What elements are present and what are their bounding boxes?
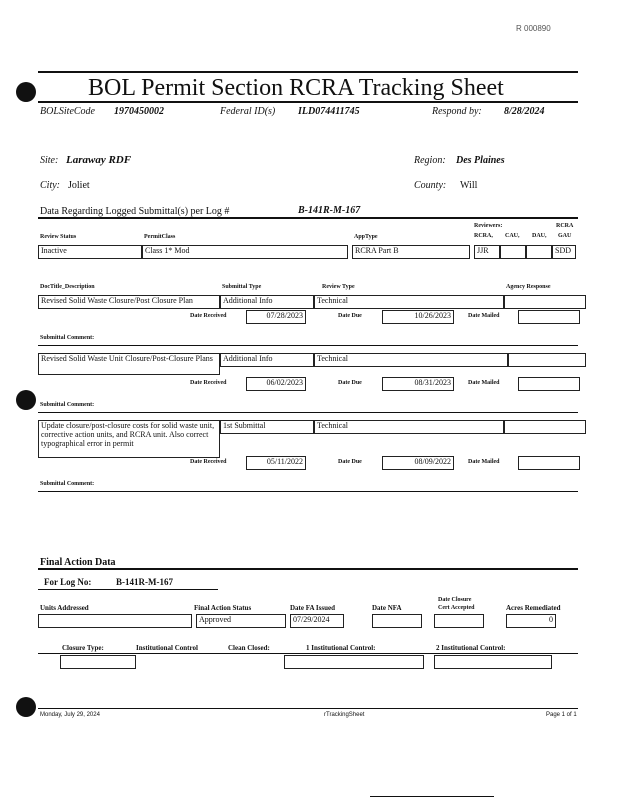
submittal-1-received: 07/28/2023 <box>246 310 306 324</box>
submittal-comment-label: Submittal Comment: <box>40 402 95 408</box>
comment-rule <box>38 345 578 346</box>
col-submittal-type: Submittal Type <box>222 284 262 290</box>
col-review-type: Review Type <box>322 284 355 290</box>
review-status-field: Inactive <box>38 245 142 259</box>
section-rule <box>38 217 578 219</box>
submittal-2-review: Technical <box>314 353 508 367</box>
institutional-control-label: Institutional Control <box>136 644 198 652</box>
page-stamp: R 000890 <box>516 24 551 33</box>
title-rule-bottom <box>38 101 578 103</box>
submittal-1-mailed <box>518 310 580 324</box>
footer-date: Monday, July 29, 2024 <box>40 712 100 718</box>
date-received-label: Date Received <box>190 313 227 319</box>
submittal-comment-label: Submittal Comment: <box>40 481 95 487</box>
cau-reviewer-field <box>500 245 526 259</box>
date-fa-field: 07/29/2024 <box>290 614 344 628</box>
submittal-1-review: Technical <box>314 295 504 309</box>
date-received-label: Date Received <box>190 459 227 465</box>
region-label: Region: <box>414 155 446 166</box>
respond-value: 8/28/2024 <box>504 106 545 117</box>
units-addressed-field <box>38 614 192 628</box>
units-addressed-label: Units Addressed <box>40 604 89 612</box>
date-due-label: Date Due <box>338 459 362 465</box>
date-due-label: Date Due <box>338 380 362 386</box>
title-rule-top <box>38 71 578 73</box>
submittal-3-agency-response <box>504 420 586 434</box>
closure-type-field <box>60 655 136 669</box>
rcra-reviewer-field: JJR <box>474 245 500 259</box>
col-dau: DAU, <box>532 233 547 239</box>
submittal-3-title: Update closure/post-closure costs for solid waste unit, corrective action units, and RCRA unit. Also correct typographical error in permit <box>38 420 220 458</box>
acres-label: Acres Remediated <box>506 604 561 612</box>
date-fa-label: Date FA Issued <box>290 604 335 612</box>
final-rule <box>38 568 578 570</box>
submittal-2-due: 08/31/2023 <box>382 377 454 391</box>
date-mailed-label: Date Mailed <box>468 459 500 465</box>
log-label: Data Regarding Logged Submittal(s) per Log # <box>40 206 230 217</box>
inst-control-2-label: 2 Institutional Control: <box>436 644 506 652</box>
submittal-3-mailed <box>518 456 580 470</box>
col-agency-response: Agency Response <box>506 284 551 290</box>
city-label: City: <box>40 180 60 191</box>
date-due-label: Date Due <box>338 313 362 319</box>
final-status-field: Approved <box>196 614 286 628</box>
log-number: B-141R-M-167 <box>298 205 361 216</box>
date-closure-field <box>434 614 484 628</box>
region-value: Des Plaines <box>456 155 505 166</box>
col-app-type: AppType <box>354 234 378 240</box>
rcra-top-label: RCRA <box>556 223 574 229</box>
dau-reviewer-field <box>526 245 552 259</box>
submittal-1-agency-response <box>504 295 586 309</box>
permit-class-field: Class 1* Mod <box>142 245 348 259</box>
closure-rule <box>38 653 578 654</box>
sitecode-value: 1970450002 <box>114 106 164 117</box>
col-cau: CAU, <box>505 233 520 239</box>
for-log-value: B-141R-M-167 <box>116 577 173 587</box>
inst-control-1-label: 1 Institutional Control: <box>306 644 376 652</box>
col-rcra: RCRA, <box>474 233 493 239</box>
submittal-1-type: Additional Info <box>220 295 314 309</box>
date-mailed-label: Date Mailed <box>468 380 500 386</box>
submittal-1-due: 10/26/2023 <box>382 310 454 324</box>
respond-label: Respond by: <box>432 106 482 117</box>
reviewers-label: Reviewers: <box>474 223 503 229</box>
submittal-2-type: Additional Info <box>220 353 314 367</box>
for-log-rule <box>38 589 218 590</box>
col-permit-class: PermitClass <box>144 234 176 240</box>
clean-closed-label: Clean Closed: <box>228 644 270 652</box>
date-received-label: Date Received <box>190 380 227 386</box>
city-value: Joliet <box>68 180 90 191</box>
submittal-3-review: Technical <box>314 420 504 434</box>
inst-control-2-field <box>434 655 552 669</box>
comment-rule <box>38 491 578 492</box>
col-doc-title: DocTitle_Description <box>40 284 95 290</box>
county-value: Will <box>460 180 478 191</box>
closure-type-label: Closure Type: <box>62 644 104 652</box>
fedid-label: Federal ID(s) <box>220 106 276 117</box>
sitecode-label: BOLSiteCode <box>40 106 95 117</box>
footer-page: Page 1 of 1 <box>546 712 577 718</box>
bottom-mark <box>370 796 494 797</box>
submittal-3-type: 1st Submittal <box>220 420 314 434</box>
acres-field: 0 <box>506 614 556 628</box>
submittal-comment-label: Submittal Comment: <box>40 335 95 341</box>
page-title: BOL Permit Section RCRA Tracking Sheet <box>88 75 504 101</box>
date-closure-label-1: Date Closure <box>438 597 472 603</box>
punch-hole <box>16 697 36 717</box>
submittal-1-title: Revised Solid Waste Closure/Post Closure Plan <box>38 295 220 309</box>
punch-hole <box>16 390 36 410</box>
app-type-field: RCRA Part B <box>352 245 470 259</box>
comment-rule <box>38 412 578 413</box>
punch-hole <box>16 82 36 102</box>
submittal-2-agency-response <box>508 353 586 367</box>
date-closure-label-2: Cert Accepted <box>438 605 475 611</box>
submittal-3-due: 08/09/2022 <box>382 456 454 470</box>
date-nfa-field <box>372 614 422 628</box>
footer-rule <box>38 708 578 709</box>
for-log-label: For Log No: <box>44 577 92 587</box>
final-status-label: Final Action Status <box>194 604 252 612</box>
date-mailed-label: Date Mailed <box>468 313 500 319</box>
date-nfa-label: Date NFA <box>372 604 402 612</box>
submittal-2-title: Revised Solid Waste Unit Closure/Post-Closure Plans <box>38 353 220 375</box>
col-review-status: Review Status <box>40 234 77 240</box>
submittal-2-received: 06/02/2023 <box>246 377 306 391</box>
gau-reviewer-field: SDD <box>552 245 576 259</box>
inst-control-1-field <box>284 655 424 669</box>
col-gau: GAU <box>558 233 572 239</box>
footer-center: rTrackingSheet <box>324 712 365 718</box>
site-label: Site: <box>40 155 59 166</box>
submittal-3-received: 05/11/2022 <box>246 456 306 470</box>
site-value: Laraway RDF <box>66 154 132 166</box>
county-label: County: <box>414 180 447 191</box>
submittal-2-mailed <box>518 377 580 391</box>
final-heading: Final Action Data <box>40 557 116 568</box>
fedid-value: ILD074411745 <box>298 106 360 117</box>
